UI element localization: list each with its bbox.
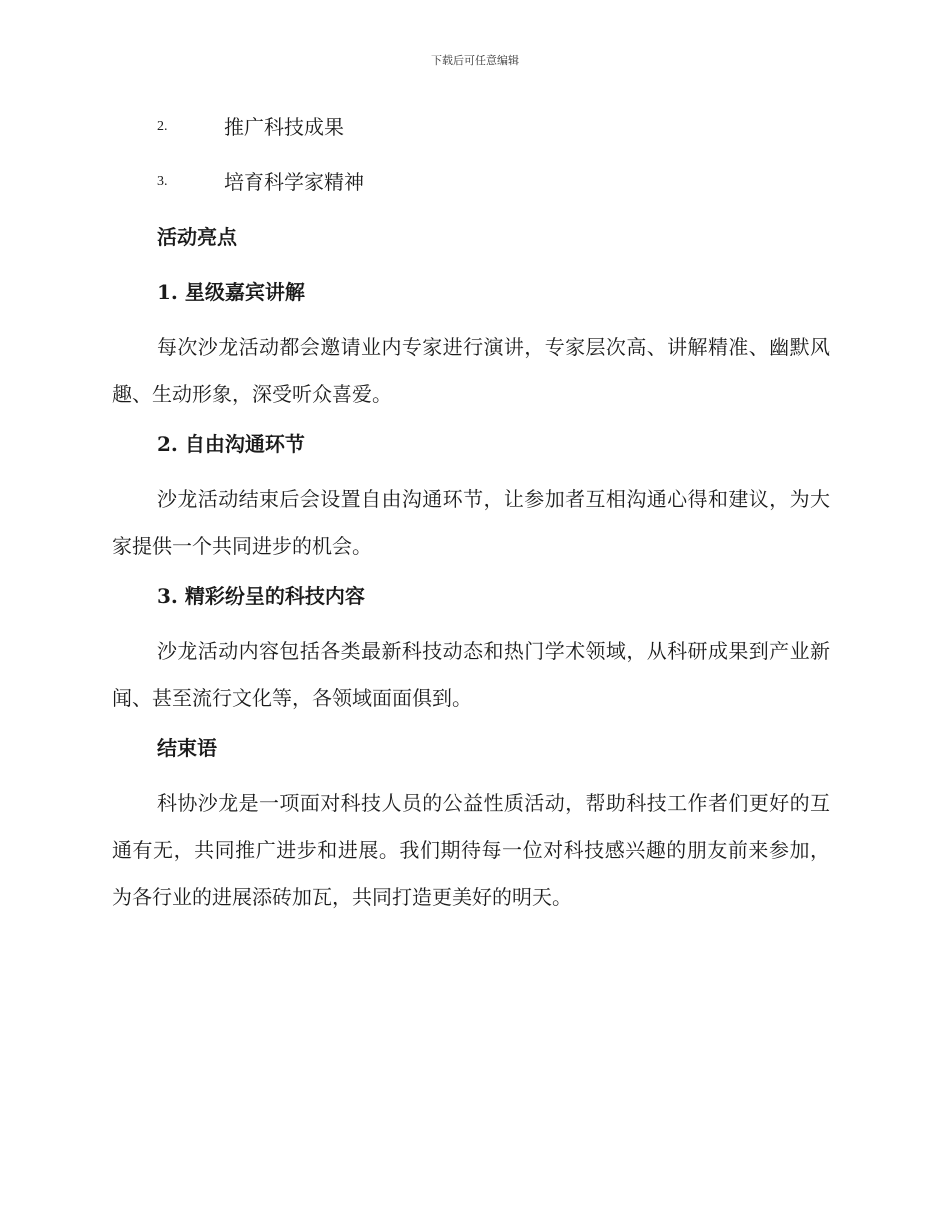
paragraph: 沙龙活动结束后会设置自由沟通环节，让参加者互相沟通心得和建议，为大家提供一个共同进步的机会。 <box>112 487 830 558</box>
section-heading-highlights: 活动亮点 <box>157 225 237 249</box>
paragraph: 每次沙龙活动都会邀请业内专家进行演讲，专家层次高、讲解精准、幽默风趣、生动形象，深受听众喜爱。 <box>112 335 830 406</box>
list-item-text: 推广科技成果 <box>224 115 344 139</box>
subsection-heading: 2. 自由沟通环节 <box>157 432 305 456</box>
section-heading-closing: 结束语 <box>157 736 217 760</box>
list-item-number: 3. <box>157 174 168 189</box>
page-header: 下载后可任意编辑 <box>431 54 519 67</box>
subsection-heading: 3. 精彩纷呈的科技内容 <box>157 584 365 608</box>
paragraph: 科协沙龙是一项面对科技人员的公益性质活动，帮助科技工作者们更好的互通有无，共同推广进步和进展。我们期待每一位对科技感兴趣的朋友前来参加，为各行业的进展添砖加瓦，共同打造更美好的明天。 <box>112 791 830 909</box>
list-item-text: 培育科学家精神 <box>224 170 364 194</box>
paragraph: 沙龙活动内容包括各类最新科技动态和热门学术领域，从科研成果到产业新闻、甚至流行文化等，各领域面面俱到。 <box>112 639 830 710</box>
subsection-heading: 1. 星级嘉宾讲解 <box>157 280 305 304</box>
list-item-number: 2. <box>157 119 168 134</box>
